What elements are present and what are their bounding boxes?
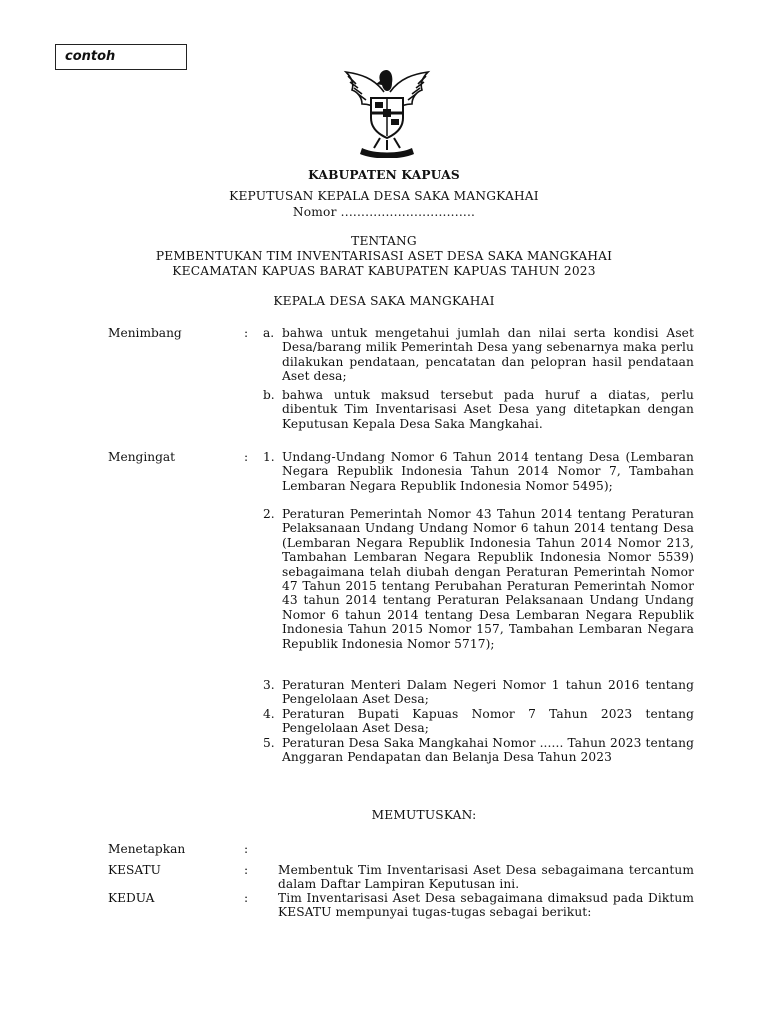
kedua-label: KEDUA [108,891,155,905]
kedua-colon: : [244,891,249,905]
mengingat-label: Mengingat [108,450,176,464]
mengingat-item-3: Peraturan Menteri Dalam Negeri Nomor 1 tahun 2016 tentang Pengelolaan Aset Desa; [282,678,694,707]
menimbang-label: Menimbang [108,326,182,340]
menimbang-mark-b: b. [263,388,275,402]
decree-number: Nomor ................................. [292,205,476,219]
garuda-emblem-icon [340,58,434,158]
official-title: KEPALA DESA SAKA MANGKAHAI [273,294,495,308]
mengingat-item-5: Peraturan Desa Saka Mangkahai Nomor ...... Tahun 2023 tentang Anggaran Pendapatan dan Belanja Desa Tahun 2023 [282,736,694,765]
kedua-text: Tim Inventarisasi Aset Desa sebagaimana dimaksud pada Diktum KESATU mempunyai tugas-tugas sebagai berikut: [278,891,694,920]
menimbang-item-a: bahwa untuk mengetahui jumlah dan nilai serta kondisi Aset Desa/barang milik Pemerintah Desa yang sebenarnya maka perlu dilakukan pendataan, pencatatan dan pelopran hasil pendataan Aset desa; [282,326,694,384]
menetapkan-colon: : [244,842,249,856]
kesatu-label: KESATU [108,863,161,877]
mengingat-colon: : [244,450,249,464]
mengingat-mark-2: 2. [263,507,275,521]
decide-heading: MEMUTUSKAN: [371,808,477,822]
menimbang-colon: : [244,326,249,340]
kesatu-colon: : [244,863,249,877]
mengingat-item-2: Peraturan Pemerintah Nomor 43 Tahun 2014 tentang Peraturan Pelaksanaan Undang Undang Nomor 6 tahun 2014 tentang Desa (Lembaran Negara Republik Indonesia Tahun 2014 Nomor 213, Tambahan Lembaran Negara Republik Indonesia Nomor 5539) sebagaimana telah diubah dengan Peraturan Pemerintah Nomor 47 Tahun 2015 tentang Perubahan Peraturan Pemerintah Nomor 43 tahun 2014 tentang Peraturan Pelaksanaan Undang Undang Nomor 6 tahun 2014 tentang Desa Lembaran Negara Republik Indonesia Tahun 2015 Nomor 157, Tambahan Lembaran Negara Republik Indonesia Nomor 5717); [282,507,694,651]
kesatu-text: Membentuk Tim Inventarisasi Aset Desa sebagaimana tercantum dalam Daftar Lampiran Keputusan ini. [278,863,694,892]
decree-title: KEPUTUSAN KEPALA DESA SAKA MANGKAHAI [229,189,539,203]
mengingat-mark-3: 3. [263,678,275,692]
subject-line-2: KECAMATAN KAPUAS BARAT KABUPATEN KAPUAS TAHUN 2023 [172,264,596,278]
regency-title: KABUPATEN KAPUAS [308,168,460,182]
subject-line-1: PEMBENTUKAN TIM INVENTARISASI ASET DESA SAKA MANGKAHAI [155,249,613,263]
menimbang-mark-a: a. [263,326,275,340]
mengingat-mark-5: 5. [263,736,275,750]
menetapkan-label: Menetapkan [108,842,186,856]
contoh-stamp: contoh [55,44,187,70]
mengingat-mark-4: 4. [263,707,275,721]
mengingat-item-4: Peraturan Bupati Kapuas Nomor 7 Tahun 2023 tentang Pengelolaan Aset Desa; [282,707,694,736]
about-heading: TENTANG [351,234,417,248]
menimbang-item-b: bahwa untuk maksud tersebut pada huruf a diatas, perlu dibentuk Tim Inventarisasi Aset Desa yang ditetapkan dengan Keputusan Kepala Desa Saka Mangkahai. [282,388,694,431]
mengingat-item-1: Undang-Undang Nomor 6 Tahun 2014 tentang Desa (Lembaran Negara Republik Indonesia Tahun 2014 Nomor 7, Tambahan Lembaran Negara Republik Indonesia Nomor 5495); [282,450,694,493]
mengingat-mark-1: 1. [263,450,275,464]
